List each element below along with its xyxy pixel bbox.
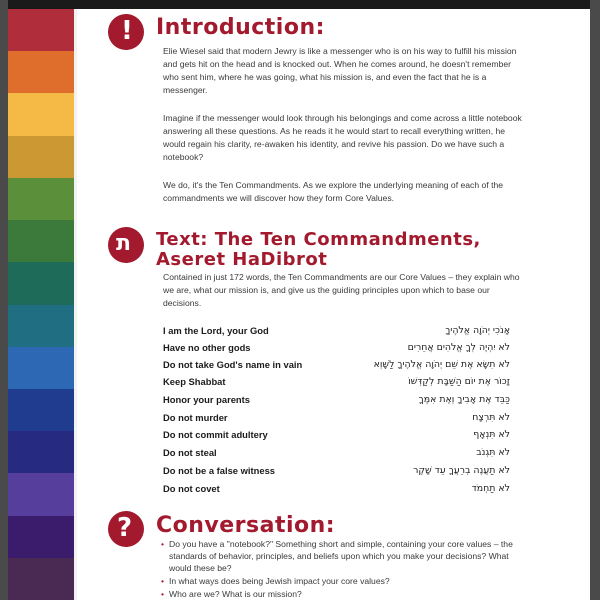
question-mark-icon: [108, 511, 144, 547]
commandment-english: I am the Lord, your God: [163, 325, 269, 336]
commandment-hebrew: לֹא תִּרְצָח: [472, 412, 510, 423]
color-stripe: [8, 389, 74, 432]
intro-paragraph: Elie Wiesel said that modern Jewry is like a messenger who is on his way to fulfill his mission and gets hit on the head and is knocked out. When he comes around, he doesn't remember who sent him, where he was going, what his mission is, and even the fact that he is a messenger.: [163, 46, 517, 95]
intro-paragraph: Imagine if the messenger would look through his belongings and come across a little notebook answering all these questions. As he reads it he would start to recall everything written, he would regain his clarity, re-awaken his identity, and revive his passion. Do we have such a notebook?: [163, 113, 522, 162]
commandment-hebrew: לֹא תַחְמֹד: [471, 483, 510, 494]
commandment-hebrew: לֹא תִּגְנֹב: [476, 447, 510, 458]
commandment-hebrew: לֹא יִהְיֶה לְךָ אֱלֹהִים אֲחֵרִים: [407, 342, 510, 353]
top-bar: [8, 0, 590, 9]
commandment-english: Do not be a false witness: [163, 465, 276, 476]
color-stripe: [8, 178, 74, 221]
color-stripe: [8, 558, 74, 600]
commandment-english: Keep Shabbat: [163, 376, 226, 387]
commandment-hebrew: זָכוֹר אֶת יוֹם הַשַּׁבָּת לְקַדְּשׁוֹ: [408, 376, 510, 387]
commandment-hebrew: לֹא תִשָּׂא אֶת שֵׁם יְהֹוָה אֱלֹהֶיךָ לַשָּׁוְא: [373, 359, 510, 370]
color-stripe: [8, 262, 74, 305]
question-item: • Do you have a "notebook?" Something short and simple, containing your core values – the standards of behavior, principles, and beliefs upon which you make your decisions? What would these be?: [161, 538, 521, 574]
commandment-english: Do not murder: [163, 412, 228, 423]
question-item: • Who are we? What is our mission?: [161, 588, 521, 600]
conversation-heading: Conversation:: [156, 513, 336, 538]
tav-glyph: ת: [116, 231, 132, 256]
exclamation-icon: [108, 14, 144, 50]
text-intro-paragraph: Contained in just 172 words, the Ten Commandments are our Core Values – they explain who we are, what our mission is, and give us the guiding principles upon which to base our decisions.: [163, 272, 520, 308]
tav-letter-icon: [108, 227, 144, 263]
intro-paragraph: We do, it's the Ten Commandments. As we explore the underlying meaning of each of the commandments we will discover how they form Core Values.: [163, 180, 504, 203]
commandment-english: Honor your parents: [163, 394, 250, 405]
commandment-hebrew: לֹא תִּנְאָף: [473, 429, 510, 440]
introduction-heading: Introduction:: [156, 15, 325, 40]
question-item: • In what ways does being Jewish impact your core values?: [161, 575, 521, 587]
conversation-questions: [161, 538, 521, 600]
color-stripe: [8, 220, 74, 263]
commandment-english: Do not take God's name in vain: [163, 359, 303, 370]
commandment-hebrew: אָנֹכִי יְהֹוָה אֱלֹהֶיךָ: [445, 325, 510, 336]
color-stripe: [8, 9, 74, 52]
commandment-hebrew: כַּבֵּד אֶת אָבִיךָ וְאֶת אִמֶּךָ: [418, 394, 510, 405]
color-stripe: [8, 516, 74, 559]
color-stripe: [8, 51, 74, 94]
commandment-hebrew: לֹא תַעֲנֶה בְרֵעֲךָ עֵד שָׁקֶר: [413, 465, 510, 476]
commandment-english: Do not covet: [163, 483, 220, 494]
color-stripe: [8, 136, 74, 179]
document-page: [8, 0, 590, 600]
color-stripe: [8, 93, 74, 136]
exclamation-glyph: !: [121, 16, 133, 46]
commandment-english: Have no other gods: [163, 342, 251, 353]
color-stripe: [8, 347, 74, 390]
color-stripe: [8, 473, 74, 516]
question-glyph: ?: [117, 513, 133, 543]
sidebar-divider: [74, 9, 77, 600]
color-stripe: [8, 305, 74, 348]
text-heading-subtitle: Aseret HaDibrot: [156, 249, 328, 270]
rainbow-sidebar: [8, 9, 74, 600]
text-heading: Text: The Ten Commandments,: [156, 229, 481, 250]
commandment-english: Do not steal: [163, 447, 217, 458]
color-stripe: [8, 431, 74, 474]
commandment-english: Do not commit adultery: [163, 429, 268, 440]
